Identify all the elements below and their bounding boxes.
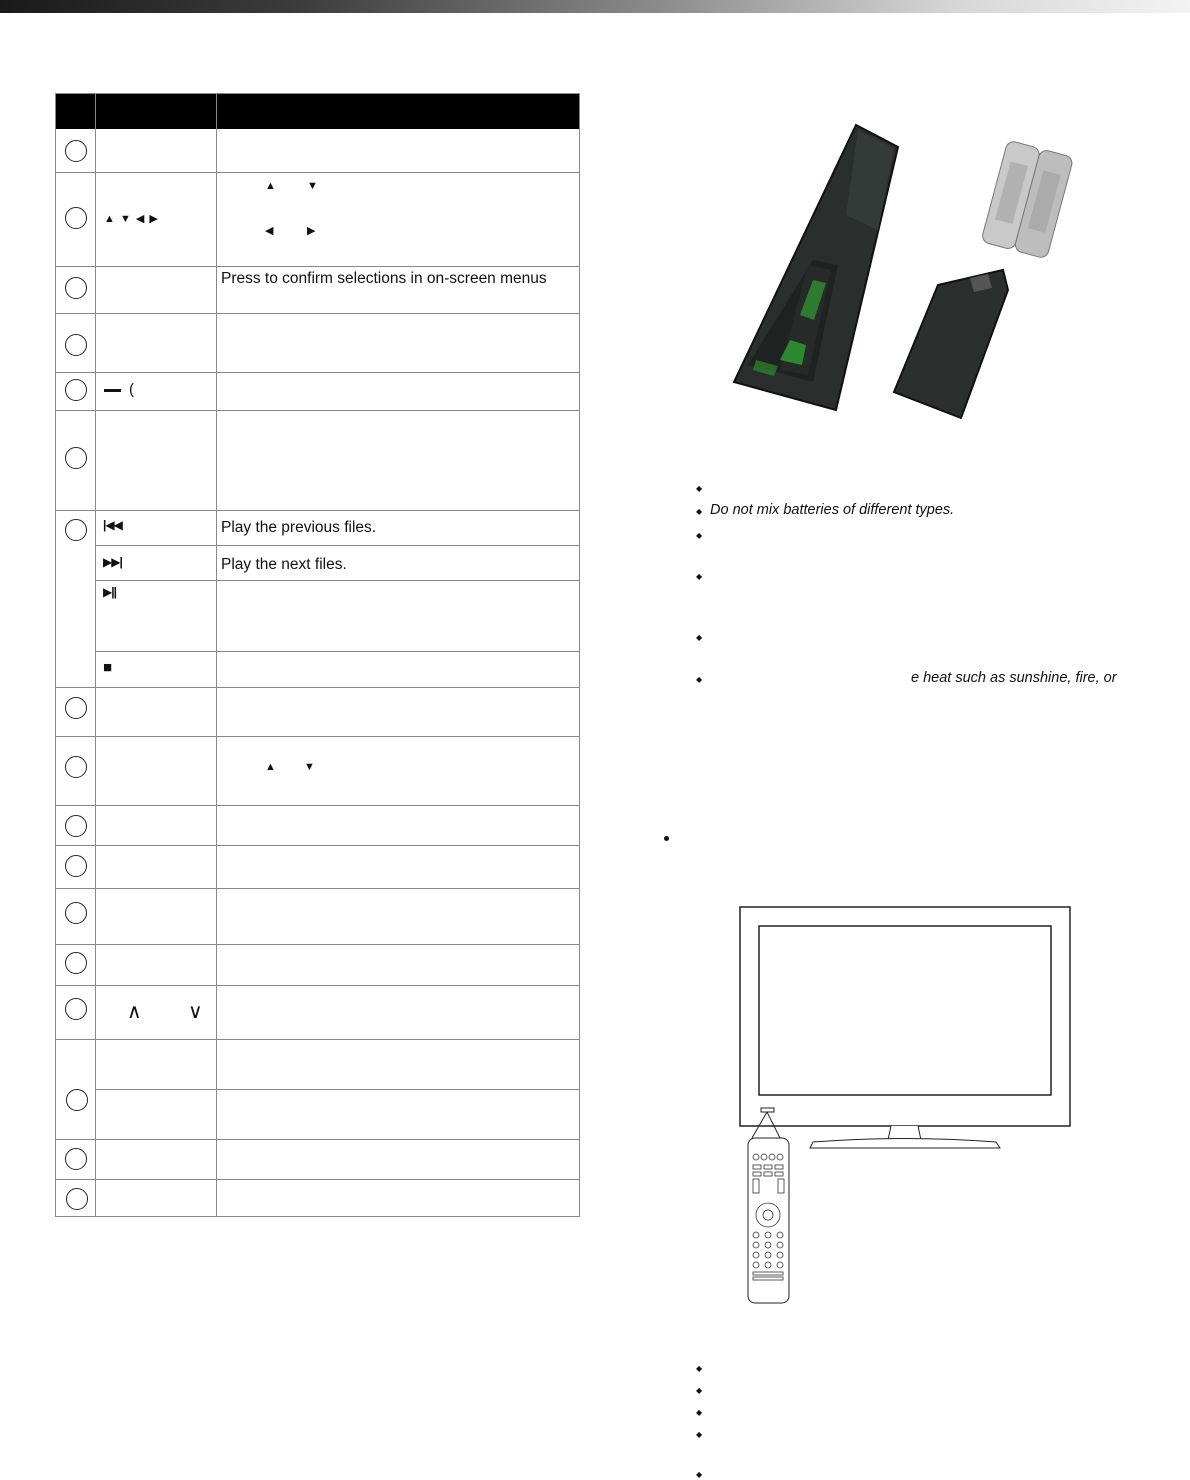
battery-installation-illustration xyxy=(718,120,1118,430)
row-number-circle xyxy=(65,697,87,719)
row-number-circle xyxy=(65,855,87,877)
row-number-circle xyxy=(66,1089,88,1111)
down-arrow-icon: ▼ xyxy=(304,761,315,773)
row-number-circle xyxy=(65,447,87,469)
remote-aiming-diagram xyxy=(738,905,1098,1305)
bullet: ◆ xyxy=(696,633,703,642)
paren-symbol: ( xyxy=(129,381,134,398)
row-number-circle xyxy=(66,1188,88,1210)
previous-description: Play the previous files. xyxy=(221,519,377,536)
enter-description: Press to confirm selections in on-screen menus xyxy=(221,270,547,287)
chevron-down-icon: ∨ xyxy=(188,1001,203,1023)
bullet: ◆ xyxy=(696,1386,703,1395)
right-arrow-icon: ▶ xyxy=(307,225,316,237)
remote-buttons-table xyxy=(55,93,580,1217)
play-pause-icon: ▶|| xyxy=(103,585,116,599)
next-description: Play the next files. xyxy=(221,556,347,573)
row-number-circle xyxy=(65,902,87,924)
bullet: ◆ xyxy=(696,675,703,684)
bullet: ◆ xyxy=(696,572,703,581)
next-track-icon: ▶▶| xyxy=(103,555,122,569)
row-number-circle xyxy=(65,207,87,229)
up-arrow-icon: ▲ xyxy=(265,180,276,192)
stop-icon: ■ xyxy=(103,659,113,676)
header-gradient-bar xyxy=(0,0,1190,13)
bullet: ◆ xyxy=(696,531,703,540)
bullet xyxy=(664,836,669,841)
row-number-circle xyxy=(65,379,87,401)
bullet: ◆ xyxy=(696,1430,703,1439)
battery-note-heat: e heat such as sunshine, fire, or xyxy=(911,670,1117,686)
battery-note-mixing: Do not mix batteries of different types. xyxy=(710,502,955,518)
down-arrow-icon: ▼ xyxy=(307,180,318,192)
row-number-circle xyxy=(65,140,87,162)
arrow-buttons-symbol: ▲ ▼ ◀ ▶ xyxy=(104,213,159,225)
row-number-circle xyxy=(65,519,87,541)
left-arrow-icon: ◀ xyxy=(265,225,274,237)
bullet: ◆ xyxy=(696,484,703,493)
chevron-up-icon: ∧ xyxy=(127,1001,142,1023)
row-number-circle xyxy=(65,815,87,837)
row-number-circle xyxy=(65,1148,87,1170)
row-number-circle xyxy=(65,952,87,974)
table-header xyxy=(56,94,579,129)
bullet: ◆ xyxy=(696,1408,703,1417)
bullet: ◆ xyxy=(696,507,703,516)
previous-track-icon: |◀◀ xyxy=(103,518,122,532)
row-number-circle xyxy=(65,756,87,778)
bullet: ◆ xyxy=(696,1470,703,1479)
row-number-circle xyxy=(65,334,87,356)
minus-bar-icon xyxy=(104,389,121,392)
row-number-circle xyxy=(65,277,87,299)
bullet: ◆ xyxy=(696,1364,703,1373)
row-number-circle xyxy=(65,998,87,1020)
up-arrow-icon: ▲ xyxy=(265,761,276,773)
